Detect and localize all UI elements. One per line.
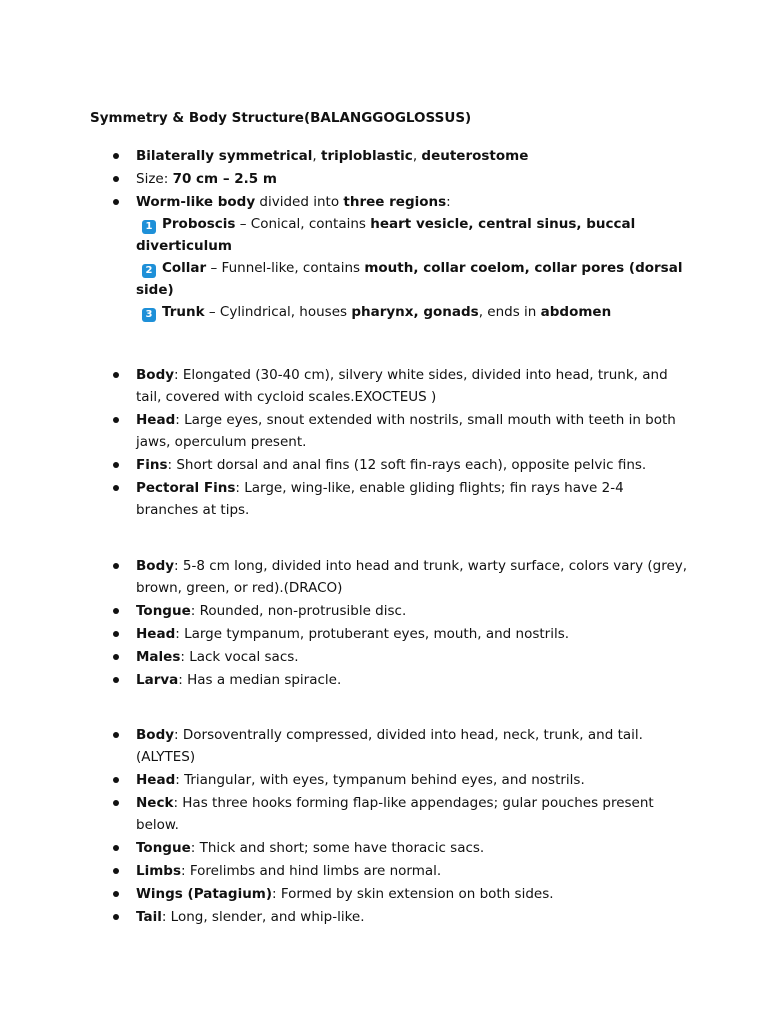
bullet-icon — [113, 777, 119, 783]
list-item: Wings (Patagium): Formed by skin extension on both sides. — [0, 883, 768, 905]
bullet-icon — [113, 176, 119, 182]
list-item: Pectoral Fins: Large, wing-like, enable gliding flights; fin rays have 2-4 branches at tips. — [0, 477, 768, 521]
sub-item-trunk: 3 Trunk – Cylindrical, houses pharynx, gonads, ends in abdomen — [136, 301, 688, 323]
section-balanoglossus — [0, 145, 768, 324]
number-three-icon: 3 — [142, 308, 156, 322]
list-item: Body: Dorsoventrally compressed, divided into head, neck, trunk, and tail.(ALYTES) — [0, 724, 768, 768]
bullet-icon — [113, 485, 119, 491]
bullet-icon — [113, 914, 119, 920]
list-item: Head: Large eyes, snout extended with nostrils, small mouth with teeth in both jaws, operculum present. — [0, 409, 768, 453]
bullet-icon — [113, 153, 119, 159]
section-alytes — [0, 724, 768, 929]
list-item: Body: Elongated (30-40 cm), silvery white sides, divided into head, trunk, and tail, covered with cycloid scales.EXOCTEUS ) — [0, 364, 768, 408]
bullet-icon — [113, 845, 119, 851]
bullet-icon — [113, 631, 119, 637]
section-draco — [0, 555, 768, 692]
sub-item-collar: 2 Collar – Funnel-like, contains mouth, collar coelom, collar pores (dorsal side) — [136, 260, 683, 298]
number-one-icon: 1 — [142, 220, 156, 234]
section-exocoetus — [0, 364, 768, 522]
bullet-icon — [113, 677, 119, 683]
list-item: Tongue: Rounded, non-protrusible disc. — [0, 600, 768, 622]
list-item: Size: 70 cm – 2.5 m — [0, 168, 768, 190]
bullet-icon — [113, 868, 119, 874]
list-item: Worm-like body divided into three regions: 1 Proboscis – Conical, contains heart vesicle, central sinus, buccal diverticulum 2 Collar – Funnel-like, contains mouth, collar coelom, collar pores (dorsal side) 3 Trunk – Cylindrical, houses pharynx, gonads, ends in abdomen — [0, 191, 768, 323]
bullet-icon — [113, 800, 119, 806]
bullet-icon — [113, 732, 119, 738]
bullet-icon — [113, 417, 119, 423]
bullet-icon — [113, 608, 119, 614]
bullet-icon — [113, 654, 119, 660]
list-item: Larva: Has a median spiracle. — [0, 669, 768, 691]
sub-item-proboscis: 1 Proboscis – Conical, contains heart vesicle, central sinus, buccal diverticulum — [136, 216, 636, 254]
list-item: Tongue: Thick and short; some have thoracic sacs. — [0, 837, 768, 859]
list-item: Fins: Short dorsal and anal fins (12 soft fin-rays each), opposite pelvic fins. — [0, 454, 768, 476]
list-item: Bilaterally symmetrical, triploblastic, deuterostome — [0, 145, 768, 167]
bullet-icon — [113, 891, 119, 897]
list-item: Body: 5-8 cm long, divided into head and trunk, warty surface, colors vary (grey, brown, green, or red).(DRACO) — [0, 555, 768, 599]
bullet-icon — [113, 563, 119, 569]
bullet-icon — [113, 372, 119, 378]
list-item: Head: Large tympanum, protuberant eyes, mouth, and nostrils. — [0, 623, 768, 645]
list-item: Males: Lack vocal sacs. — [0, 646, 768, 668]
bullet-icon — [113, 199, 119, 205]
list-item: Tail: Long, slender, and whip-like. — [0, 906, 768, 928]
list-item: Neck: Has three hooks forming flap-like appendages; gular pouches present below. — [0, 792, 768, 836]
number-two-icon: 2 — [142, 264, 156, 278]
list-item: Head: Triangular, with eyes, tympanum behind eyes, and nostrils. — [0, 769, 768, 791]
bullet-icon — [113, 462, 119, 468]
list-item: Limbs: Forelimbs and hind limbs are normal. — [0, 860, 768, 882]
page-title: Symmetry & Body Structure(BALANGGOGLOSSUS) — [90, 110, 472, 126]
